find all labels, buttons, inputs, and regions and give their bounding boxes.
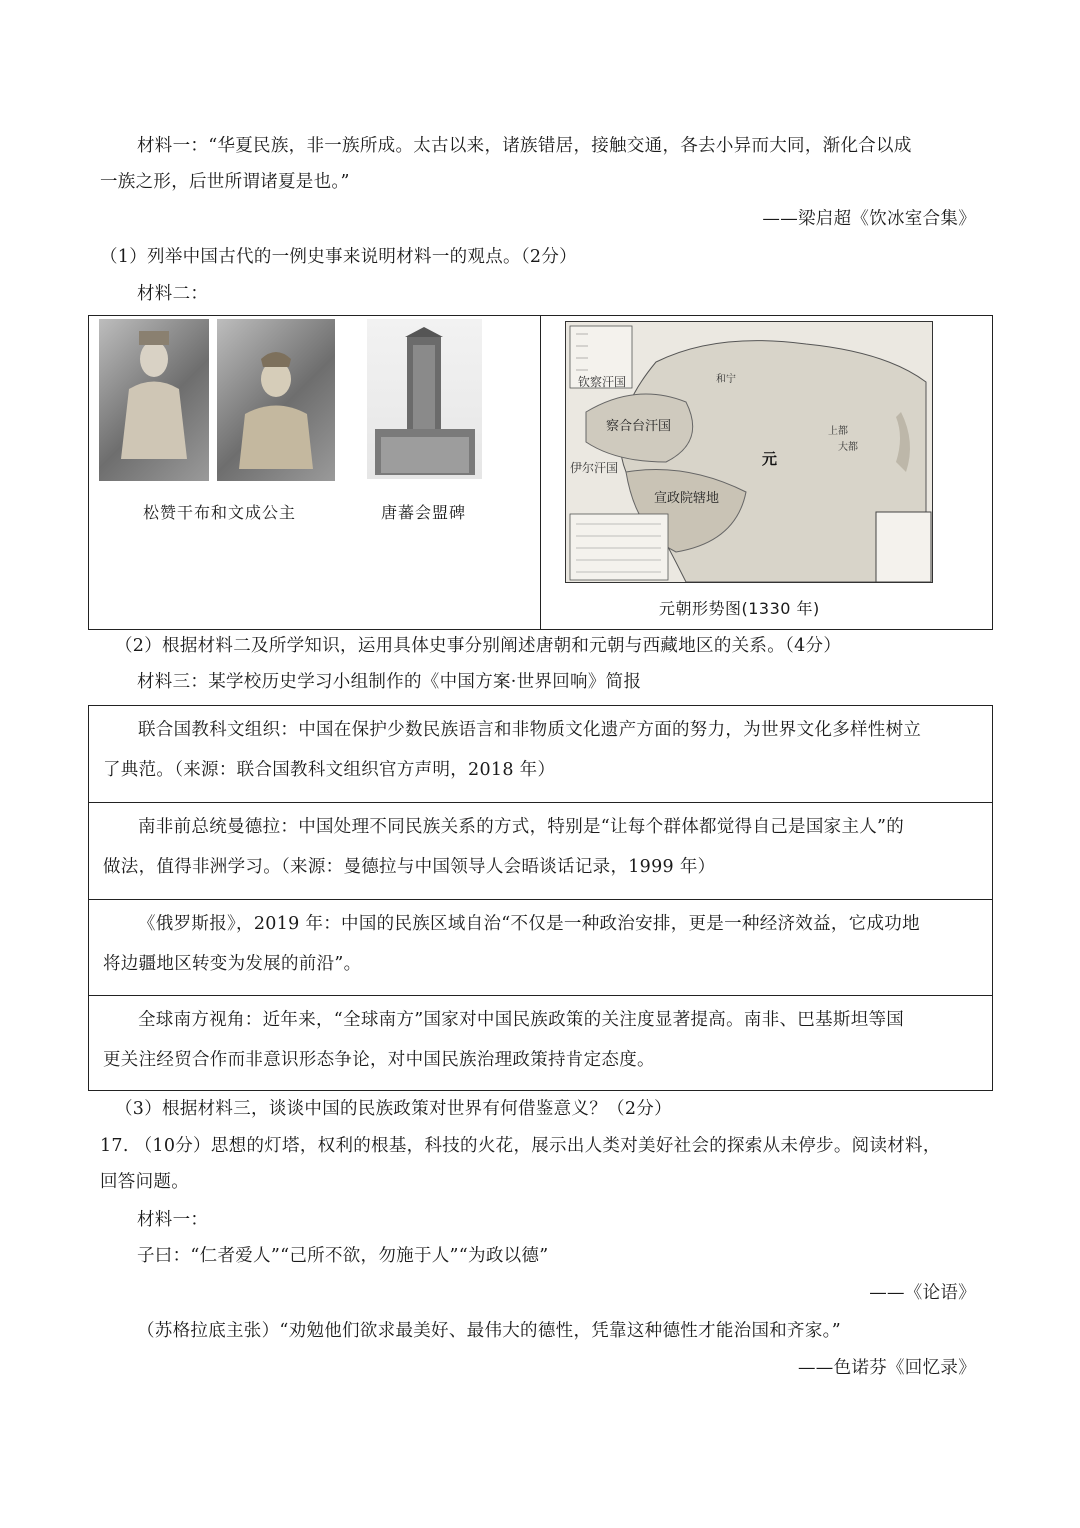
row-line: 《俄罗斯报》，2019 年：中国的民族区域自治“不仅是一种政治安排，更是一种经济效益，它成功地 (138, 914, 920, 934)
material1-line2: 一族之形，后世所谓诸夏是也。” (100, 172, 350, 192)
question-1: （1）列举中国古代的一例史事来说明材料一的观点。（2分） (100, 247, 577, 267)
question-3: （3）根据材料三，谈谈中国的民族政策对世界有何借鉴意义？（2分） (115, 1099, 672, 1119)
q17-material1-label: 材料一： (137, 1210, 209, 1230)
alliance-stele-caption: 唐蕃会盟碑 (381, 503, 467, 522)
row-line: 将边疆地区转变为发展的前沿”。 (103, 954, 362, 974)
analects-quote: 子曰：“仁者爱人”“己所不欲，勿施于人”“为政以德” (137, 1246, 549, 1266)
row-line: 联合国教科文组织：中国在保护少数民族语言和非物质文化遗产方面的努力，为世界文化多样性树立 (138, 720, 922, 740)
row-line: 了典范。（来源：联合国教科文组织官方声明，2018 年） (103, 760, 556, 780)
map-label-dadu: 大都 (838, 442, 858, 453)
material3-table (88, 705, 993, 1091)
socrates-quote: （苏格拉底主张）“劝勉他们欲求最美好、最伟大的德性，凭靠这种德性才能治国和齐家。” (137, 1321, 841, 1341)
map-label-shangdu: 上都 (828, 426, 848, 437)
map-label-hening: 和宁 (716, 374, 736, 385)
map-label-ilkhanate: 伊尔汗国 (570, 461, 619, 475)
princess-wencheng-statue-image (217, 319, 335, 481)
material3-row (89, 706, 992, 803)
songtsen-gampo-caption: 松赞干布和文成公主 (143, 503, 297, 522)
material3-row (89, 900, 992, 996)
question-17-line2: 回答问题。 (100, 1172, 189, 1192)
material2-label: 材料二： (137, 284, 209, 304)
map-label-xuanzheng: 宣政院辖地 (654, 491, 720, 506)
question-17-line1: 17. （10分）思想的灯塔，权利的根基，科技的火花，展示出人类对美好社会的探索从未停步。阅读材料， (100, 1136, 941, 1156)
row-line: 全球南方视角：近年来，“全球南方”国家对中国民族政策的关注度显著提高。南非、巴基斯坦等国 (138, 1010, 905, 1030)
socrates-source: ——色诺芬《回忆录》 (798, 1358, 976, 1378)
map-label-kipchak: 钦察汗国 (578, 375, 627, 389)
material2-image-table (88, 315, 993, 630)
row-line: 做法，值得非洲学习。（来源：曼德拉与中国领导人会晤谈话记录，1999 年） (103, 857, 716, 877)
material1-source: ——梁启超《饮冰室合集》 (762, 209, 976, 229)
songtsen-gampo-statue-image (99, 319, 209, 481)
material1-line1: 材料一：“华夏民族，非一族所成。太古以来，诸族错居，接触交通，各去小异而大同，渐化合以成 (137, 136, 912, 156)
yuan-dynasty-map (565, 321, 933, 583)
map-label-chagatai: 察合台汗国 (606, 419, 672, 434)
row-line: 南非前总统曼德拉：中国处理不同民族关系的方式，特别是“让每个群体都觉得自己是国家主人”的 (138, 817, 905, 837)
row-line: 更关注经贸合作而非意识形态争论，对中国民族治理政策持肯定态度。 (103, 1050, 655, 1070)
material3-label: 材料三：某学校历史学习小组制作的《中国方案·世界回响》简报 (137, 672, 642, 692)
material3-row (89, 996, 992, 1092)
material3-row (89, 803, 992, 900)
tang-tibet-alliance-stele-image (367, 319, 482, 479)
analects-source: ——《论语》 (869, 1283, 976, 1303)
map-label-yuan: 元 (762, 450, 778, 468)
map-caption: 元朝形势图(1330 年) (659, 599, 820, 618)
table-divider (540, 316, 541, 629)
question-2: （2）根据材料二及所学知识，运用具体史事分别阐述唐朝和元朝与西藏地区的关系。（4分） (115, 636, 842, 656)
